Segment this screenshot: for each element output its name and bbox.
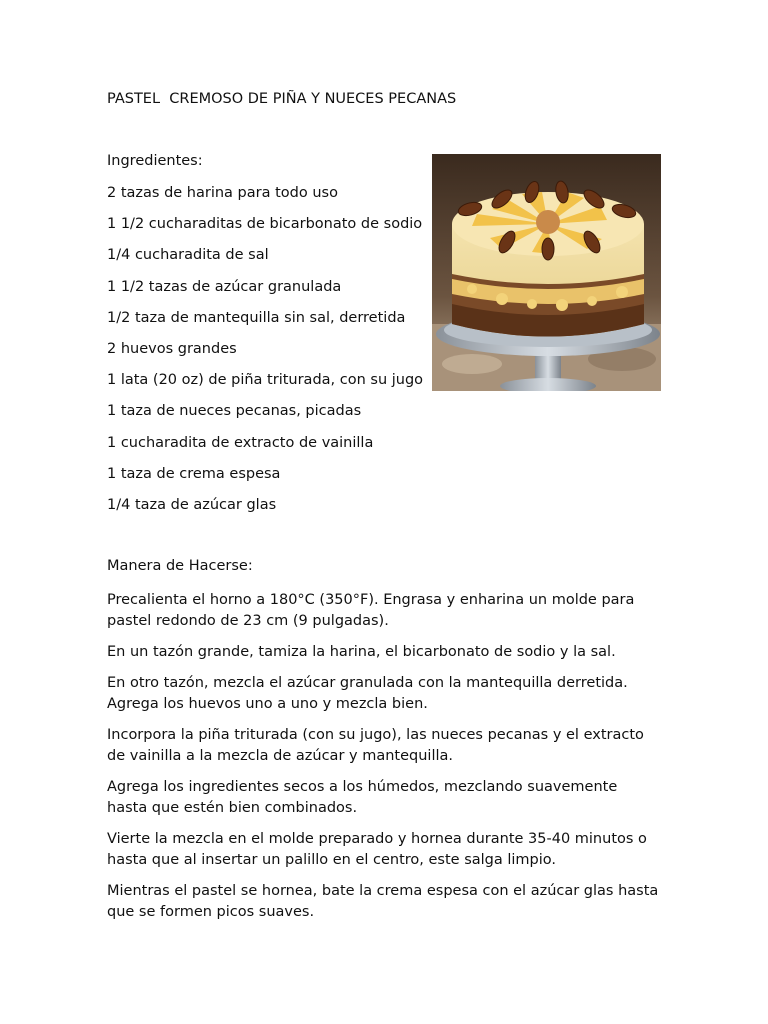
ingredient-item: 1 1/2 cucharaditas de bicarbonato de sodio	[107, 216, 423, 233]
method-heading: Manera de Hacerse:	[107, 558, 253, 574]
method-step: En un tazón grande, tamiza la harina, el bicarbonato de sodio y la sal.	[107, 644, 616, 660]
ingredient-item: 2 huevos grandes	[107, 340, 237, 357]
ingredient-item: 1/4 cucharadita de sal	[107, 247, 269, 264]
method-step: Mientras el pastel se hornea, bate la crema espesa con el azúcar glas hasta que se formen picos suaves.	[107, 883, 659, 920]
method-step: En otro tazón, mezcla el azúcar granulada con la mantequilla derretida. Agrega los huevos uno a uno y mezcla bien.	[107, 675, 628, 712]
ingredient-item: 1/4 taza de azúcar glas	[107, 496, 277, 513]
ingredients-heading: Ingredientes:	[107, 153, 203, 169]
ingredient-item: 1 taza de nueces pecanas, picadas	[107, 403, 362, 420]
ingredient-item: 1/2 taza de mantequilla sin sal, derretida	[107, 309, 406, 326]
method-step: Agrega los ingredientes secos a los húmedos, mezclando suavemente hasta que estén bien combinados.	[107, 779, 618, 816]
ingredient-item: 1 cucharadita de extracto de vainilla	[107, 434, 374, 451]
ingredient-item: 1 taza de crema espesa	[107, 465, 281, 482]
method-step: Incorpora la piña triturada (con su jugo), las nueces pecanas y el extracto de vainilla a la mezcla de azúcar y mantequilla.	[107, 727, 644, 764]
ingredient-item: 2 tazas de harina para todo uso	[107, 185, 338, 201]
ingredient-item: 1 lata (20 oz) de piña triturada, con su jugo	[107, 372, 424, 389]
ingredients-list	[107, 184, 423, 527]
cake-photo	[432, 154, 661, 391]
method-step: Precalienta el horno a 180°C (350°F). Engrasa y enharina un molde para pastel redondo de 23 cm (9 pulgadas).	[107, 592, 635, 629]
recipe-title: PASTEL CREMOSO DE PIÑA Y NUECES PECANAS	[107, 91, 457, 107]
ingredient-item: 1 1/2 tazas de azúcar granulada	[107, 278, 342, 295]
method-step: Vierte la mezcla en el molde preparado y hornea durante 35-40 minutos o hasta que al insertar un palillo en el centro, este salga limpio.	[107, 831, 647, 868]
method-steps	[107, 590, 662, 933]
